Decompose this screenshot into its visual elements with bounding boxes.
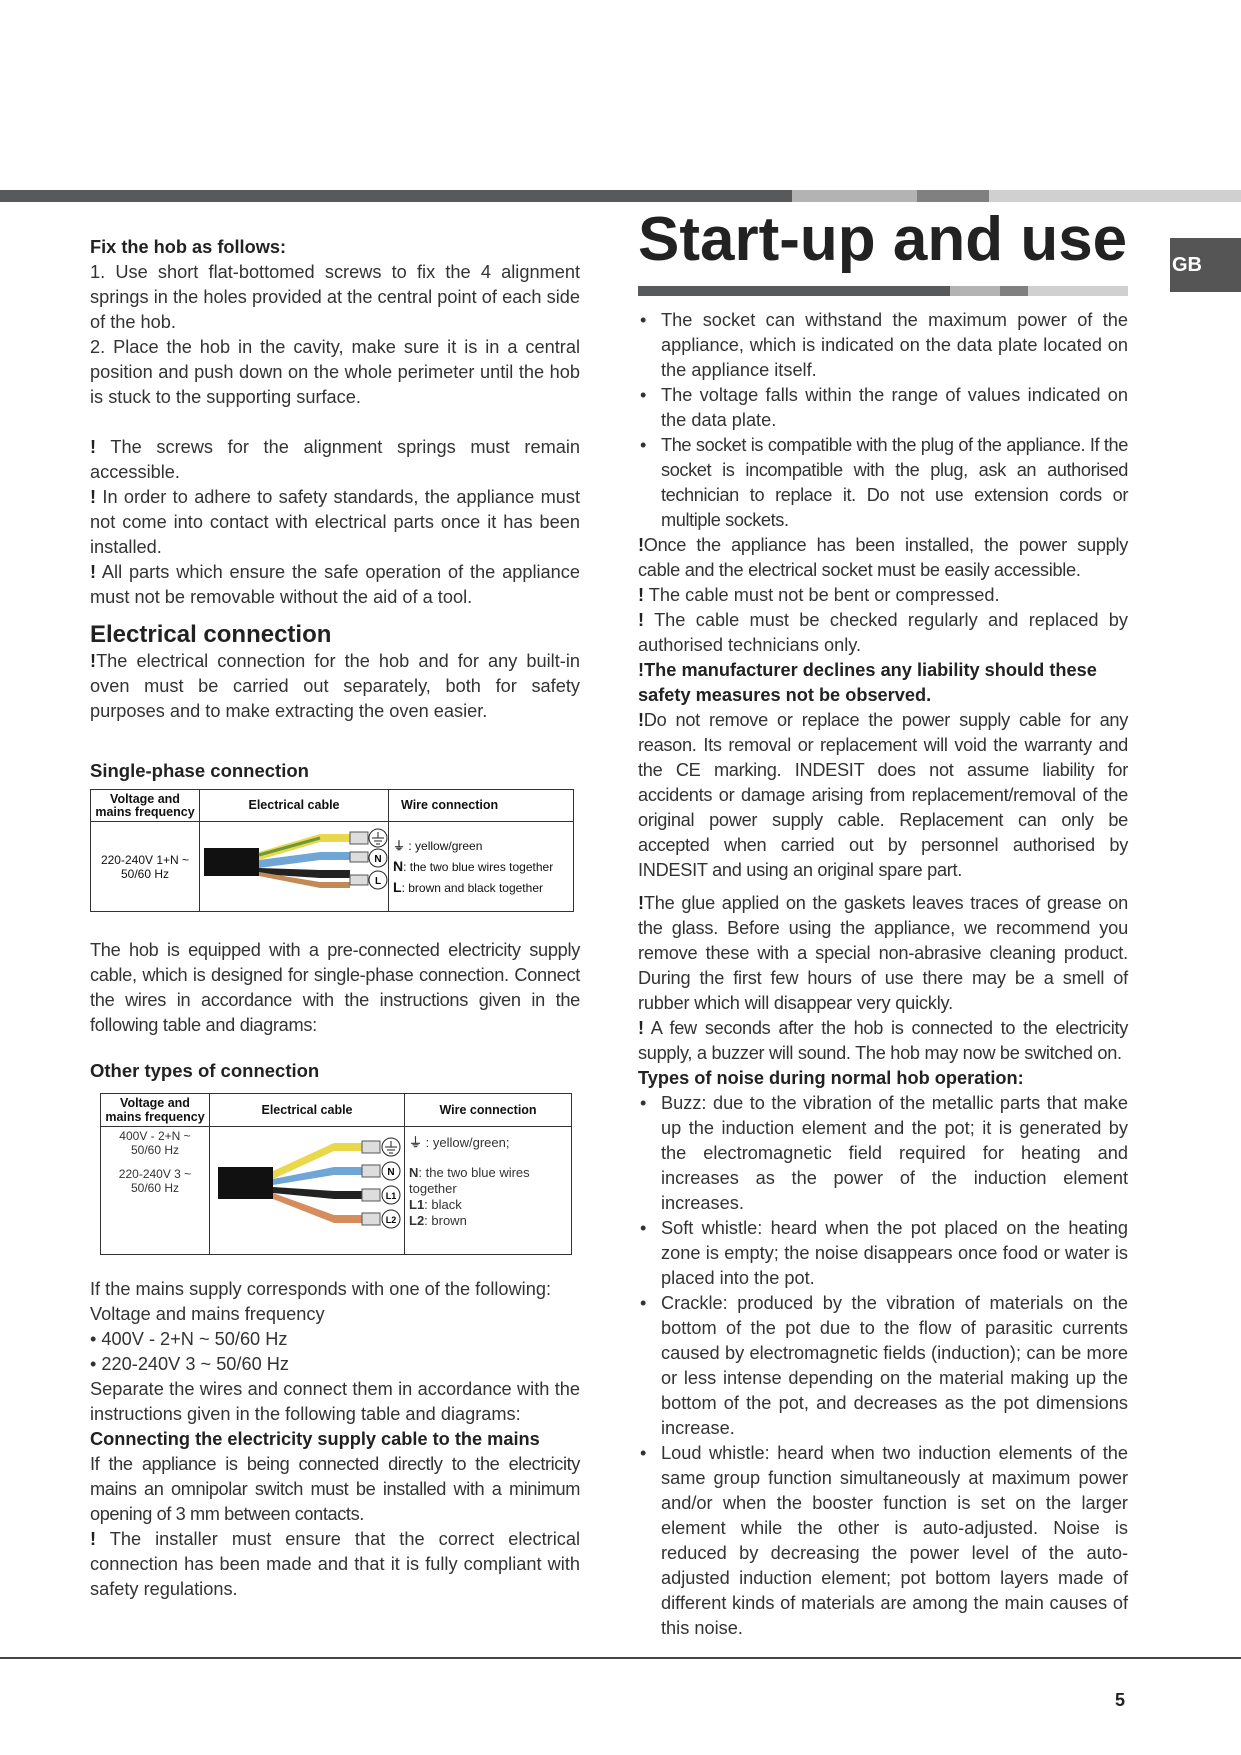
warning-mark: ! (90, 651, 97, 671)
mains-label: Voltage and mains frequency (90, 1304, 325, 1324)
col-cable-header: Electrical cable (210, 1094, 405, 1127)
list-item: • Crackle: produced by the vibration of materials on the bottom of the pot due to the flow of parasitic currents caused by electromagnetic fields (induction); can be more or less intense depending on the material making up the bottom of the pot, and decreases as the pot dimensions increase. (638, 1291, 1128, 1441)
warning-mark: ! (638, 1018, 644, 1038)
col-cable-header: Electrical cable (200, 790, 389, 822)
fix-step-2: 2. Place the hob in the cavity, make sure it is in a central position and push down on the whole perimeter until the hob is stuck to the supporting surface. (90, 337, 580, 407)
col-wire-header: Wire connection (389, 790, 574, 822)
list-item: • The socket can withstand the maximum power of the appliance, which is indicated on the data plate located on the appliance itself. (638, 308, 1128, 383)
warning-checked: ! The cable must be checked regularly and replaced by authorised technicians only. (638, 610, 1128, 655)
electrical-connection-heading: Electrical connection (90, 621, 332, 648)
cable-diagram (200, 822, 388, 902)
warning-bent: ! The cable must not be bent or compressed. (638, 585, 1000, 605)
wire-cell (389, 822, 574, 912)
list-item: • The voltage falls within the range of values indicated on the data plate. (638, 383, 1128, 433)
header-color-bar (0, 190, 1241, 202)
warning-accessible: !Once the appliance has been installed, the power supply cable and the electrical socket must be easily accessible. (638, 535, 1128, 580)
warning-3: ! All parts which ensure the safe operation of the appliance must not be removable without the aid of a tool. (90, 562, 580, 607)
list-item: • The socket is compatible with the plug of the appliance. If the socket is incompatible with the plug, ask an authorised technician to replace it. Do not use extension cords or multiple sockets. (638, 433, 1128, 533)
fix-step-1: 1. Use short flat-bottomed screws to fix the 4 alignment springs in the holes provided at the central point of each side of the hob. (90, 262, 580, 332)
page-title: Start-up and use (638, 205, 1128, 274)
warning-mark: ! (638, 710, 644, 730)
neutral-row: N: the two blue wires together (393, 857, 554, 874)
svg-text:N: N (387, 1167, 395, 1178)
cable-cell (200, 822, 389, 912)
single-phase-heading: Single-phase connection (90, 760, 309, 781)
list-item: • Buzz: due to the vibration of the metallic parts that make up the induction element and the pot; it is generated by the electromagnetic field required for heating and increases as the power of the induction element increases. (638, 1091, 1128, 1216)
neutral-row: N: the two blue wires together (409, 1165, 530, 1196)
warning-mark: ! (638, 893, 644, 913)
mains-intro: If the mains supply corresponds with one of the following: (90, 1279, 552, 1299)
language-tab: GB (1170, 238, 1241, 292)
l1-row: L1: black (409, 1197, 462, 1212)
earth-row: ⏚ : yellow/green (393, 838, 483, 853)
warning-buzzer: ! A few seconds after the hob is connected to the electricity supply, a buzzer will sound. The hob may now be switched on. (638, 1018, 1128, 1063)
svg-text:L1: L1 (385, 1191, 397, 1201)
col-voltage-header: Voltage and mains frequency (91, 790, 200, 822)
warning-mark: ! (638, 660, 645, 680)
footer-rule (0, 1657, 1241, 1659)
left-column (90, 235, 580, 1602)
earth-icon: ⏚ (409, 1135, 423, 1150)
page-number: 5 (1115, 1690, 1126, 1710)
wire-cell (405, 1127, 572, 1255)
line-row: L: brown and black together (393, 878, 543, 895)
warning-replace: !Do not remove or replace the power supply cable for any reason. Its removal or replacement will void the warranty and the CE marking. INDESIT does not assume liability for accidents or damage arising from replacement/removal of the original power supply cable. Replacement can only be accepted when carried out by personnel authorised by INDESIT and using an original spare part. (638, 710, 1128, 880)
col-wire-header: Wire connection (405, 1094, 572, 1127)
warning-mark: ! (90, 1529, 97, 1549)
wire-black (273, 1187, 362, 1199)
cable-cell (210, 1127, 405, 1255)
warning-glue: !The glue applied on the gaskets leaves traces of grease on the glass. Before using the appliance, we recommend you remove these with a special non-abrasive cleaning product. During the first few hours of use there may be a smell of rubber which will disappear very quickly. (638, 893, 1128, 1013)
warning-mark: ! (638, 535, 644, 555)
installer-warning: ! The installer must ensure that the correct electrical connection has been made and that it is fully compliant with safety regulations. (90, 1529, 580, 1599)
other-connection-table (100, 1093, 572, 1255)
cable-diagram (210, 1127, 404, 1245)
warning-1: ! The screws for the alignment springs must remain accessible. (90, 437, 580, 482)
voltage-cell: 220-240V 1+N ~ 50/60 Hz (91, 822, 200, 912)
connecting-text: If the appliance is being connected directly to the electricity mains an omnipolar switch must be installed with a minimum opening of 3 mm between contacts. (90, 1454, 580, 1524)
l2-row: L2: brown (409, 1213, 467, 1228)
warning-2: ! In order to adhere to safety standards, the appliance must not come into contact with electrical parts once it has been installed. (90, 487, 580, 557)
fix-heading: Fix the hob as follows: (90, 237, 287, 257)
noise-heading: Types of noise during normal hob operation: (638, 1068, 1024, 1088)
svg-text:L2: L2 (385, 1215, 397, 1225)
connecting-heading: Connecting the electricity supply cable to the mains (90, 1429, 540, 1449)
electrical-connection-text: !The electrical connection for the hob and for any built-in oven must be carried out separately, both for safety purposes and to make extracting the oven easier. (90, 651, 580, 721)
other-connection-heading: Other types of connection (90, 1060, 320, 1081)
svg-text:N: N (374, 854, 382, 865)
earth-row: ⏚ : yellow/green; (409, 1135, 510, 1150)
cable-sheath (218, 1167, 273, 1199)
warning-mark: ! (638, 585, 645, 605)
mains-option-2: • 220-240V 3 ~ 50/60 Hz (90, 1354, 289, 1374)
list-item: • Soft whistle: heard when the pot placed on the heating zone is empty; the noise disappears once food or water is placed into the pot. (638, 1216, 1128, 1291)
col-voltage-header: Voltage and mains frequency (101, 1094, 210, 1127)
right-column (638, 308, 1128, 1641)
warning-mark: ! (90, 437, 97, 457)
earth-icon: ⏚ (393, 838, 406, 853)
warning-mark: ! (638, 610, 645, 630)
mains-option-1: • 400V - 2+N ~ 50/60 Hz (90, 1329, 288, 1349)
title-color-bar (638, 286, 1128, 296)
single-phase-table (90, 789, 574, 912)
warning-mark: ! (90, 487, 97, 507)
single-phase-text: The hob is equipped with a pre-connected electricity supply cable, which is designed for single-phase connection. Connect the wires in accordance with the instructions given in the following table and diagrams: (90, 940, 580, 1035)
cable-sheath (204, 848, 259, 876)
socket-requirements-list (638, 308, 1128, 533)
separate-text: Separate the wires and connect them in accordance with the instructions given in the following table and diagrams: (90, 1379, 580, 1424)
list-item: • Loud whistle: heard when two induction elements of the same group function simultaneously at maximum power and/or when the booster function is set on the larger element while the other is auto-adjusted. Noise is reduced by decreasing the power level of the auto-adjusted induction element; pot bottom layers made of different kinds of materials are among the main causes of this noise. (638, 1441, 1128, 1641)
warning-mark: ! (90, 562, 97, 582)
warning-liability: !The manufacturer declines any liability should these safety measures not be observed. (638, 660, 1097, 705)
noise-types-list (638, 1091, 1128, 1641)
voltage-cell: 400V - 2+N ~ 50/60 Hz 220-240V 3 ~ 50/60 Hz (101, 1127, 210, 1255)
svg-text:L: L (374, 876, 382, 887)
